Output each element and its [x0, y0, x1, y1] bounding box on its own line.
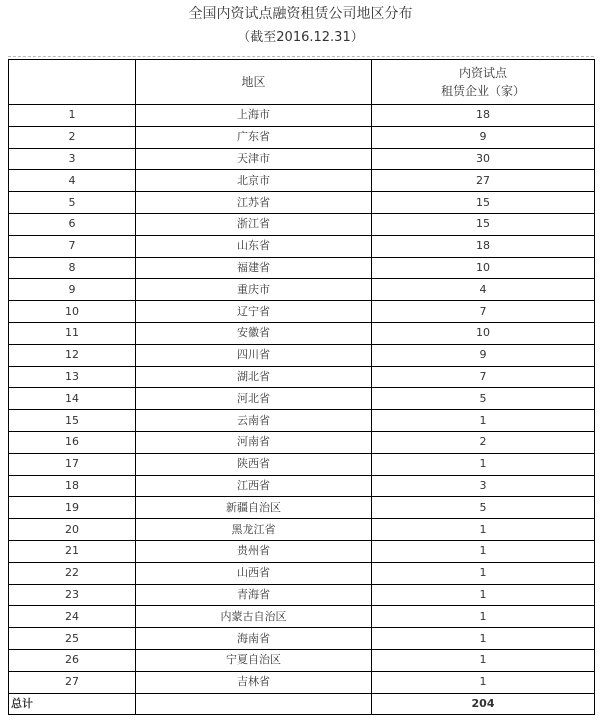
index-cell: 4	[9, 170, 136, 192]
region-cell: 辽宁省	[136, 301, 372, 323]
index-cell: 8	[9, 257, 136, 279]
table-row	[9, 453, 595, 475]
table-row	[9, 388, 595, 410]
total-row	[9, 693, 595, 715]
count-cell: 1	[372, 671, 595, 693]
region-table-body	[9, 60, 595, 715]
region-cell: 上海市	[136, 105, 372, 127]
region-cell: 青海省	[136, 584, 372, 606]
region-cell: 河南省	[136, 431, 372, 453]
table-row	[9, 606, 595, 628]
count-cell: 5	[372, 388, 595, 410]
table-row	[9, 344, 595, 366]
region-cell: 安徽省	[136, 322, 372, 344]
count-cell: 5	[372, 497, 595, 519]
index-cell: 7	[9, 235, 136, 257]
count-cell: 30	[372, 148, 595, 170]
table-row	[9, 584, 595, 606]
count-cell: 7	[372, 301, 595, 323]
index-cell: 2	[9, 126, 136, 148]
table-row	[9, 235, 595, 257]
index-cell: 5	[9, 192, 136, 214]
total-count-cell: 204	[372, 693, 595, 715]
table-row	[9, 649, 595, 671]
table-row	[9, 475, 595, 497]
region-cell: 江西省	[136, 475, 372, 497]
index-cell: 22	[9, 562, 136, 584]
count-cell: 1	[372, 410, 595, 432]
count-cell: 1	[372, 519, 595, 541]
index-cell: 26	[9, 649, 136, 671]
index-cell: 1	[9, 105, 136, 127]
table-row	[9, 257, 595, 279]
region-cell: 山东省	[136, 235, 372, 257]
index-cell: 9	[9, 279, 136, 301]
header-count-cell	[372, 60, 595, 105]
index-cell: 21	[9, 540, 136, 562]
page-title: 全国内资试点融资租赁公司地区分布	[188, 6, 413, 22]
table-row	[9, 213, 595, 235]
region-cell: 云南省	[136, 410, 372, 432]
region-cell: 吉林省	[136, 671, 372, 693]
region-table	[8, 59, 595, 715]
region-cell: 山西省	[136, 562, 372, 584]
table-row	[9, 148, 595, 170]
region-cell: 福建省	[136, 257, 372, 279]
region-cell: 黑龙江省	[136, 519, 372, 541]
region-cell: 北京市	[136, 170, 372, 192]
count-cell: 1	[372, 649, 595, 671]
header-count-line1: 内资试点	[458, 66, 507, 80]
table-row	[9, 192, 595, 214]
table-row	[9, 410, 595, 432]
table-header-row	[9, 60, 595, 105]
count-cell: 9	[372, 344, 595, 366]
index-cell: 16	[9, 431, 136, 453]
region-cell: 海南省	[136, 628, 372, 650]
index-cell: 25	[9, 628, 136, 650]
count-cell: 3	[372, 475, 595, 497]
table-row	[9, 497, 595, 519]
table-row	[9, 562, 595, 584]
index-cell: 27	[9, 671, 136, 693]
index-cell: 18	[9, 475, 136, 497]
table-row	[9, 170, 595, 192]
count-cell: 1	[372, 562, 595, 584]
index-cell: 23	[9, 584, 136, 606]
region-cell: 浙江省	[136, 213, 372, 235]
count-cell: 2	[372, 431, 595, 453]
index-cell: 3	[9, 148, 136, 170]
region-cell: 江苏省	[136, 192, 372, 214]
count-cell: 15	[372, 192, 595, 214]
index-cell: 19	[9, 497, 136, 519]
count-cell: 10	[372, 322, 595, 344]
table-row	[9, 126, 595, 148]
count-cell: 1	[372, 628, 595, 650]
index-cell: 11	[9, 322, 136, 344]
index-cell: 10	[9, 301, 136, 323]
count-cell: 1	[372, 453, 595, 475]
table-row	[9, 279, 595, 301]
table-row	[9, 540, 595, 562]
region-cell: 重庆市	[136, 279, 372, 301]
index-cell: 12	[9, 344, 136, 366]
count-cell: 1	[372, 540, 595, 562]
count-cell: 27	[372, 170, 595, 192]
title-divider	[8, 56, 594, 57]
count-cell: 18	[372, 235, 595, 257]
index-cell: 15	[9, 410, 136, 432]
table-row	[9, 519, 595, 541]
header-index-cell	[9, 60, 136, 105]
count-cell: 18	[372, 105, 595, 127]
table-row	[9, 628, 595, 650]
total-label-cell: 总计	[9, 693, 136, 715]
index-cell: 14	[9, 388, 136, 410]
table-row	[9, 366, 595, 388]
count-cell: 9	[372, 126, 595, 148]
table-row	[9, 431, 595, 453]
count-cell: 10	[372, 257, 595, 279]
region-cell: 四川省	[136, 344, 372, 366]
region-cell: 内蒙古自治区	[136, 606, 372, 628]
count-cell: 15	[372, 213, 595, 235]
count-cell: 1	[372, 584, 595, 606]
total-region-cell	[136, 693, 372, 715]
region-cell: 新疆自治区	[136, 497, 372, 519]
header-region-cell: 地区	[136, 60, 372, 105]
table-row	[9, 671, 595, 693]
region-cell: 广东省	[136, 126, 372, 148]
page-subtitle: （截至2016.12.31）	[237, 30, 364, 45]
index-cell: 24	[9, 606, 136, 628]
index-cell: 6	[9, 213, 136, 235]
region-cell: 天津市	[136, 148, 372, 170]
region-cell: 宁夏自治区	[136, 649, 372, 671]
index-cell: 20	[9, 519, 136, 541]
index-cell: 13	[9, 366, 136, 388]
region-cell: 湖北省	[136, 366, 372, 388]
table-row	[9, 301, 595, 323]
index-cell: 17	[9, 453, 136, 475]
region-cell: 陕西省	[136, 453, 372, 475]
table-row	[9, 322, 595, 344]
count-cell: 7	[372, 366, 595, 388]
count-cell: 1	[372, 606, 595, 628]
region-cell: 河北省	[136, 388, 372, 410]
region-cell: 贵州省	[136, 540, 372, 562]
table-row	[9, 105, 595, 127]
header-count-line2: 租赁企业（家）	[440, 84, 525, 98]
count-cell: 4	[372, 279, 595, 301]
